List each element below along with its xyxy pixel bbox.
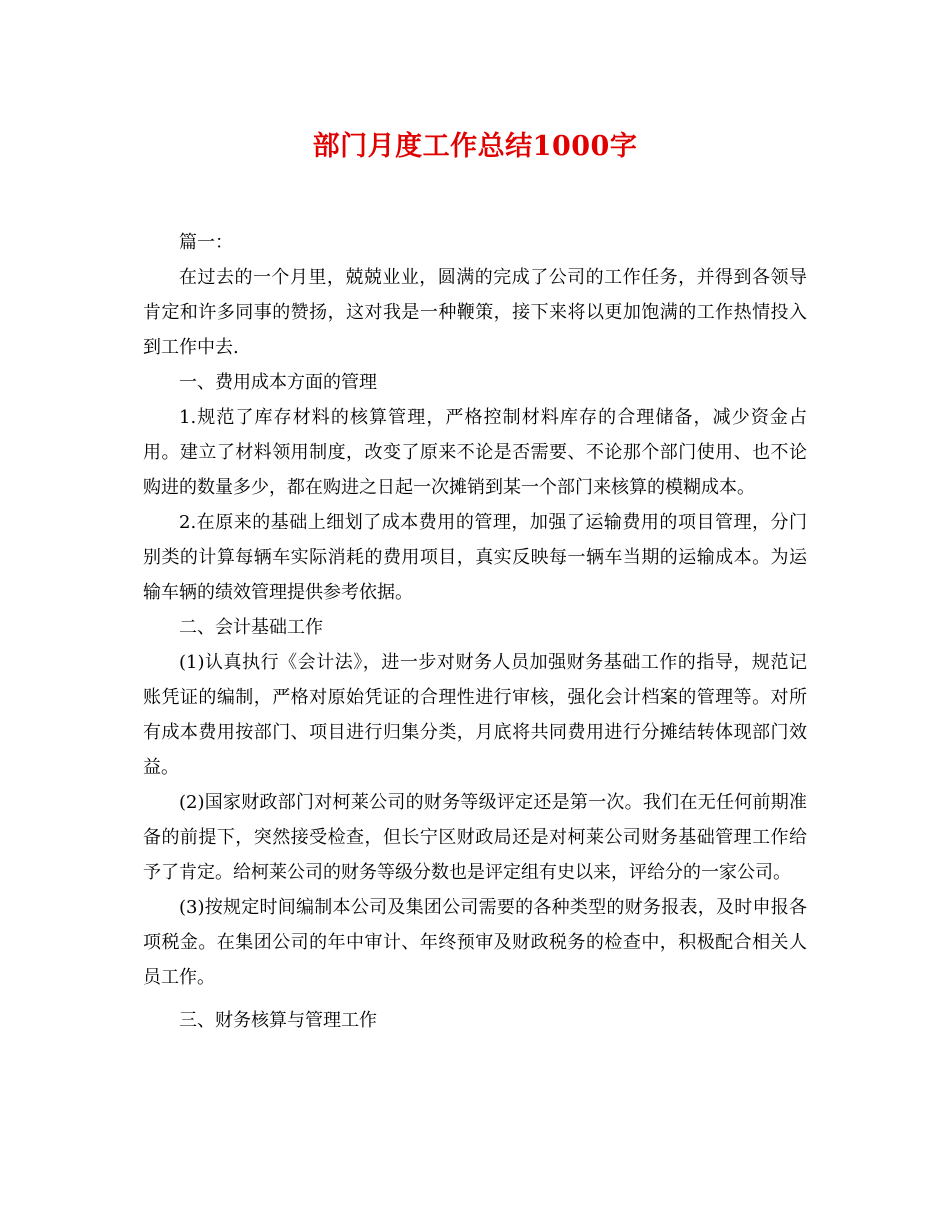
- document-body: [143, 225, 807, 1038]
- paragraph-accounting-item-2: (2)国家财政部门对柯莱公司的财务等级评定还是第一次。我们在无任何前期准备的前提下，突然接受检查，但长宁区财政局还是对柯莱公司财务基础管理工作给予了肯定。给柯莱公司的财务等级分数也是评定组有史以来，评给分的一家公司。: [143, 792, 807, 883]
- paragraph-accounting-item-1: (1)认真执行《会计法》，进一步对财务人员加强财务基础工作的指导，规范记账凭证的编制，严格对原始凭证的合理性进行审核，强化会计档案的管理等。对所有成本费用按部门、项目进行归集分类，月底将共同费用进行分摊结转体现部门效益。: [143, 652, 807, 778]
- paragraph-cost-item-2: 2.在原来的基础上细划了成本费用的管理，加强了运输费用的项目管理，分门别类的计算每辆车实际消耗的费用项目，真实反映每一辆车当期的运输成本。为运输车辆的绩效管理提供参考依据。: [143, 512, 807, 603]
- paragraph-accounting-item-3: (3)按规定时间编制本公司及集团公司需要的各种类型的财务报表，及时申报各项税金。在集团公司的年中审计、年终预审及财政税务的检查中，积极配合相关人员工作。: [143, 897, 807, 988]
- document-title: 部门月度工作总结1000字: [312, 131, 638, 162]
- paragraph-cost-item-1: 1.规范了库存材料的核算管理，严格控制材料库存的合理储备，减少资金占用。建立了材料领用制度，改变了原来不论是否需要、不论那个部门使用、也不论购进的数量多少，都在购进之日起一次摊销到某一个部门来核算的模糊成本。: [143, 407, 807, 498]
- heading-cost-management: 一、费用成本方面的管理: [179, 372, 377, 393]
- paragraph-intro: 在过去的一个月里，兢兢业业，圆满的完成了公司的工作任务，并得到各领导肯定和许多同事的赞扬，这对我是一种鞭策，接下来将以更加饱满的工作热情投入到工作中去.: [143, 267, 807, 358]
- paragraph-section-label: 篇一：: [179, 232, 233, 253]
- heading-financial-accounting: 三、财务核算与管理工作: [179, 1010, 377, 1031]
- heading-accounting-basics: 二、会计基础工作: [179, 617, 323, 638]
